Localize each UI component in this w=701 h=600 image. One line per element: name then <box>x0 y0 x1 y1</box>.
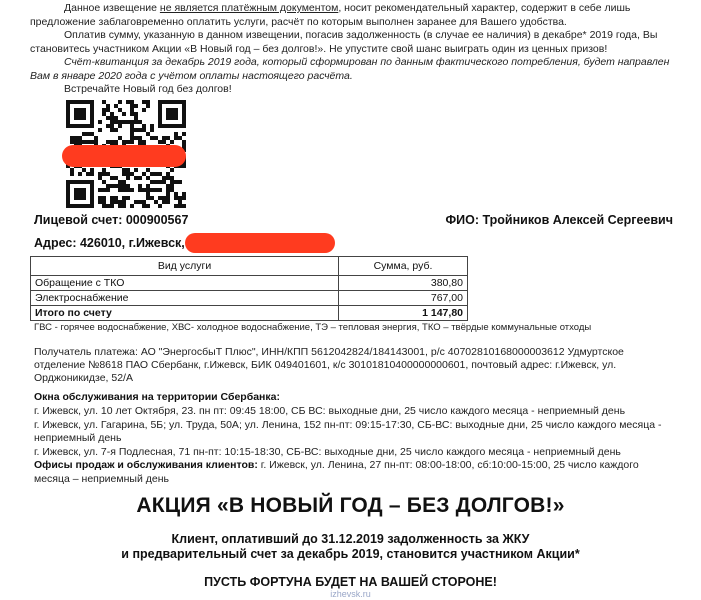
qr-finder-pattern <box>158 100 186 128</box>
promo-title: АКЦИЯ «В НОВЫЙ ГОД – БЕЗ ДОЛГОВ!» <box>136 494 565 517</box>
site-watermark: izhevsk.ru <box>330 589 371 599</box>
intro-paragraph-4: Встречайте Новый год без долгов! <box>64 83 232 95</box>
sales-offices-title: Офисы продаж и обслуживания клиентов: <box>34 459 258 471</box>
table-row <box>31 291 468 306</box>
service-windows-list <box>34 405 674 486</box>
header-service: Вид услуги <box>31 257 339 276</box>
intro-text: Данное извещение <box>64 2 160 14</box>
intro-paragraph-3: Счёт-квитанция за декабрь 2019 года, который сформирован по данным фактического потребления, будет направлен Вам в январе 2020 года с учётом оплаты настоящего расчёта. <box>30 56 670 82</box>
services-table <box>30 256 468 321</box>
table-header-row <box>31 257 468 276</box>
promo-line: и предварительный счет за декабрь 2019, становится участником Акции* <box>121 547 580 561</box>
service-name: Обращение с ТКО <box>31 276 339 291</box>
sales-offices-text: г. Ижевск, ул. Ленина, 27 пн-пт: 08:00-18:00, сб:10:00-15:00, 25 число каждого месяца – неприемный день <box>34 459 639 485</box>
service-window-line: г. Ижевск, ул. 7-я Подлесная, 71 пн-пт: 10:15-18:30, СБ-ВС: выходные дни, 25 число каждого месяца - неприемный день <box>34 445 621 458</box>
service-amount: 767,00 <box>339 291 468 306</box>
client-name: ФИО: Тройников Алексей Сергеевич <box>445 213 673 227</box>
header-amount: Сумма, руб. <box>339 257 468 276</box>
total-label: Итого по счету <box>31 306 339 321</box>
intro-underlined-text: не является платёжным документом <box>159 2 339 14</box>
redaction-mark <box>185 233 335 253</box>
service-windows-title: Окна обслуживания на территории Сбербанка: <box>34 391 280 403</box>
service-window-line: г. Ижевск, ул. Гагарина, 5Б; ул. Труда, 50А; ул. Ленина, 152 пн-пт: 09:15-17:30, СБ-ВС: выходные дни, 25 число каждого месяца - неприемный день <box>34 418 662 444</box>
total-amount: 1 147,80 <box>339 306 468 321</box>
intro-paragraph-2: Оплатив сумму, указанную в данном извещении, погасив задолженность (в случае ее наличия) в декабре* 2019 года, Вы становитесь участником Акции «В Новый год – без долгов!». Не упустите свой шанс выиграть один из ценных призов! <box>30 29 658 55</box>
intro-text: , носит рекомендательный характер, содержит в себе лишь предложение заблаговременно оплатить услуги, расчёт по которым выполнен заранее для Вашего удобства. <box>30 2 631 28</box>
redaction-mark <box>62 145 186 167</box>
intro-paragraph-1 <box>30 2 680 29</box>
qr-finder-pattern <box>66 180 94 208</box>
table-row <box>31 276 468 291</box>
promo-line: Клиент, оплативший до 31.12.2019 задолженность за ЖКУ <box>171 532 530 546</box>
qr-finder-pattern <box>66 100 94 128</box>
address: Адрес: 426010, г.Ижевск, <box>34 236 185 250</box>
service-window-line: г. Ижевск, ул. 10 лет Октября, 23. пн пт: 09:45 18:00, СБ ВС: выходные дни, 25 число каждого месяца - неприемный день <box>34 405 626 417</box>
total-row <box>31 306 468 321</box>
service-name: Электроснабжение <box>31 291 339 306</box>
service-amount: 380,80 <box>339 276 468 291</box>
account-number: Лицевой счет: 000900567 <box>34 213 189 227</box>
promo-text <box>0 532 701 562</box>
sales-offices-line <box>34 459 674 486</box>
abbreviation-legend: ГВС - горячее водоснабжение, ХВС- холодное водоснабжение, ТЭ – тепловая энергия, ТКО – твёрдые коммунальные отходы <box>34 322 592 333</box>
intro-block <box>30 2 680 97</box>
fortune-slogan: ПУСТЬ ФОРТУНА БУДЕТ НА ВАШЕЙ СТОРОНЕ! <box>204 575 497 589</box>
payee-details: Получатель платежа: АО "ЭнергосбыТ Плюс", ИНН/КПП 5612042824/184143001, р/с 40702810168000003612 Удмуртское отделение №8618 ПАО Сбербанк, г.Ижевск, БИК 049401601, к/с 30101810400000000601, почтовый адрес: г.Ижевск, ул. Орджоникидзе, 52/А <box>34 346 624 384</box>
